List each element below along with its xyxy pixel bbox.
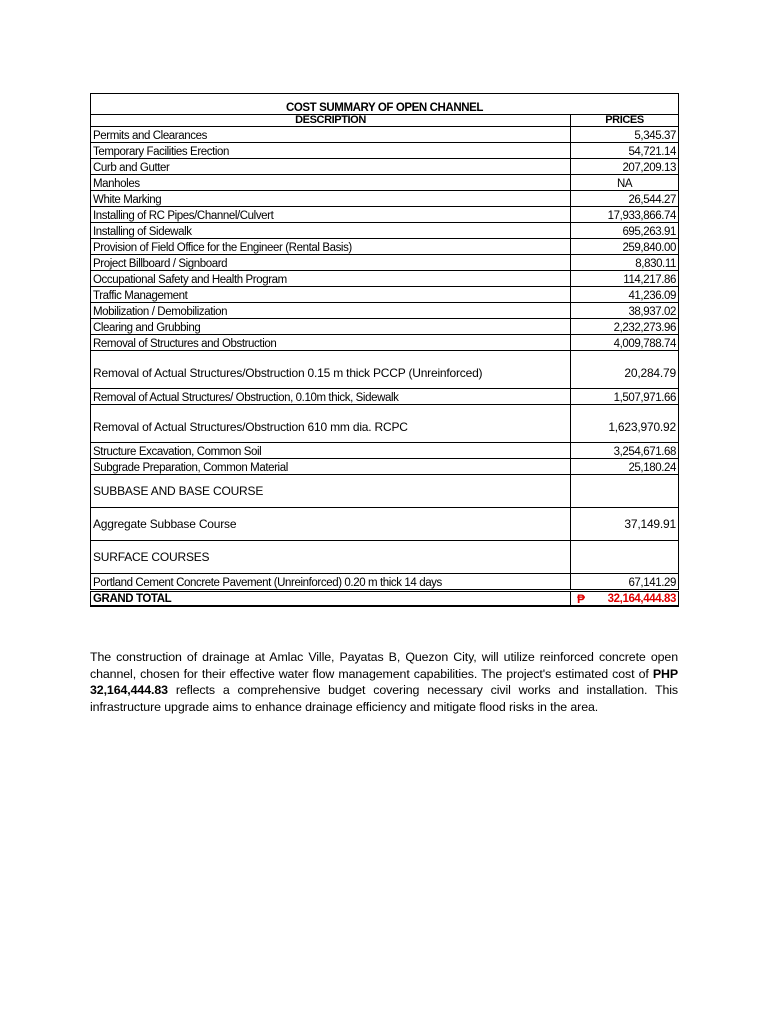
item-price: 114,217.86 — [571, 271, 679, 287]
item-price: 25,180.24 — [571, 459, 679, 475]
peso-currency-icon: ₱ — [577, 592, 585, 606]
table-row — [91, 223, 679, 239]
section-row — [91, 475, 679, 508]
table-row — [91, 508, 679, 541]
table-row — [91, 271, 679, 287]
grand-total-label: GRAND TOTAL — [91, 591, 571, 607]
section-heading: SUBBASE AND BASE COURSE — [91, 475, 571, 508]
cost-summary-table — [90, 93, 679, 607]
item-description: Aggregate Subbase Course — [91, 508, 571, 541]
table-title: COST SUMMARY OF OPEN CHANNEL — [91, 94, 679, 115]
section-heading: SURFACE COURSES — [91, 541, 571, 574]
section-row — [91, 541, 679, 574]
table-row — [91, 405, 679, 443]
table-row — [91, 239, 679, 255]
item-price: 41,236.09 — [571, 287, 679, 303]
item-price: 8,830.11 — [571, 255, 679, 271]
table-row — [91, 443, 679, 459]
item-description: Traffic Management — [91, 287, 571, 303]
item-description: Removal of Actual Structures/Obstruction 0.15 m thick PCCP (Unreinforced) — [91, 351, 571, 389]
item-description: Occupational Safety and Health Program — [91, 271, 571, 287]
item-price: 54,721.14 — [571, 143, 679, 159]
table-row — [91, 159, 679, 175]
item-description: Subgrade Preparation, Common Material — [91, 459, 571, 475]
item-price: 695,263.91 — [571, 223, 679, 239]
project-summary-paragraph — [90, 649, 678, 715]
item-price: 20,284.79 — [571, 351, 679, 389]
table-row — [91, 335, 679, 351]
item-price — [571, 541, 679, 574]
table-row — [91, 459, 679, 475]
table-row — [91, 351, 679, 389]
item-description: Removal of Actual Structures/Obstruction 610 mm dia. RCPC — [91, 405, 571, 443]
table-row — [91, 207, 679, 223]
item-description: Permits and Clearances — [91, 127, 571, 143]
table-row — [91, 255, 679, 271]
item-description: Temporary Facilities Erection — [91, 143, 571, 159]
item-price: 3,254,671.68 — [571, 443, 679, 459]
table-row — [91, 143, 679, 159]
item-description: Structure Excavation, Common Soil — [91, 443, 571, 459]
item-price: 1,507,971.66 — [571, 389, 679, 405]
item-price: 1,623,970.92 — [571, 405, 679, 443]
grand-total-amount-cell — [571, 591, 679, 607]
item-description: Mobilization / Demobilization — [91, 303, 571, 319]
item-description: Curb and Gutter — [91, 159, 571, 175]
item-price: NA — [571, 175, 679, 191]
summary-cost-highlight: PHP 32,164,444.83 — [90, 666, 678, 698]
item-description: Project Billboard / Signboard — [91, 255, 571, 271]
grand-total-row — [91, 591, 679, 607]
table-row — [91, 574, 679, 591]
table-row — [91, 127, 679, 143]
table-row — [91, 191, 679, 207]
item-description: Provision of Field Office for the Engineer (Rental Basis) — [91, 239, 571, 255]
table-row — [91, 389, 679, 405]
item-description: Portland Cement Concrete Pavement (Unreinforced) 0.20 m thick 14 days — [91, 574, 571, 591]
item-price: 2,232,273.96 — [571, 319, 679, 335]
description-header: DESCRIPTION — [91, 115, 571, 127]
table-row — [91, 319, 679, 335]
item-price: 5,345.37 — [571, 127, 679, 143]
item-description: Removal of Actual Structures/ Obstruction, 0.10m thick, Sidewalk — [91, 389, 571, 405]
prices-header: PRICES — [571, 115, 679, 127]
item-description: Installing of Sidewalk — [91, 223, 571, 239]
table-row — [91, 175, 679, 191]
grand-total-amount: 32,164,444.83 — [607, 593, 676, 605]
item-description: Manholes — [91, 175, 571, 191]
item-price: 259,840.00 — [571, 239, 679, 255]
item-price: 38,937.02 — [571, 303, 679, 319]
item-description: Removal of Structures and Obstruction — [91, 335, 571, 351]
item-price: 207,209.13 — [571, 159, 679, 175]
item-price — [571, 475, 679, 508]
item-price: 4,009,788.74 — [571, 335, 679, 351]
item-description: White Marking — [91, 191, 571, 207]
item-description: Installing of RC Pipes/Channel/Culvert — [91, 207, 571, 223]
table-row — [91, 287, 679, 303]
summary-text-part-1: The construction of drainage at Amlac Ville, Payatas B, Quezon City, will utilize reinforced concrete open channel, chosen for their effective water flow management capabilities. The project's estimated cost of — [90, 650, 678, 681]
item-price: 17,933,866.74 — [571, 207, 679, 223]
item-description: Clearing and Grubbing — [91, 319, 571, 335]
summary-text-part-2: reflects a comprehensive budget covering necessary civil works and installation. This infrastructure upgrade aims to enhance drainage efficiency and mitigate flood risks in the area. — [90, 683, 678, 714]
item-price: 26,544.27 — [571, 191, 679, 207]
item-price: 67,141.29 — [571, 574, 679, 591]
item-price: 37,149.91 — [571, 508, 679, 541]
table-row — [91, 303, 679, 319]
